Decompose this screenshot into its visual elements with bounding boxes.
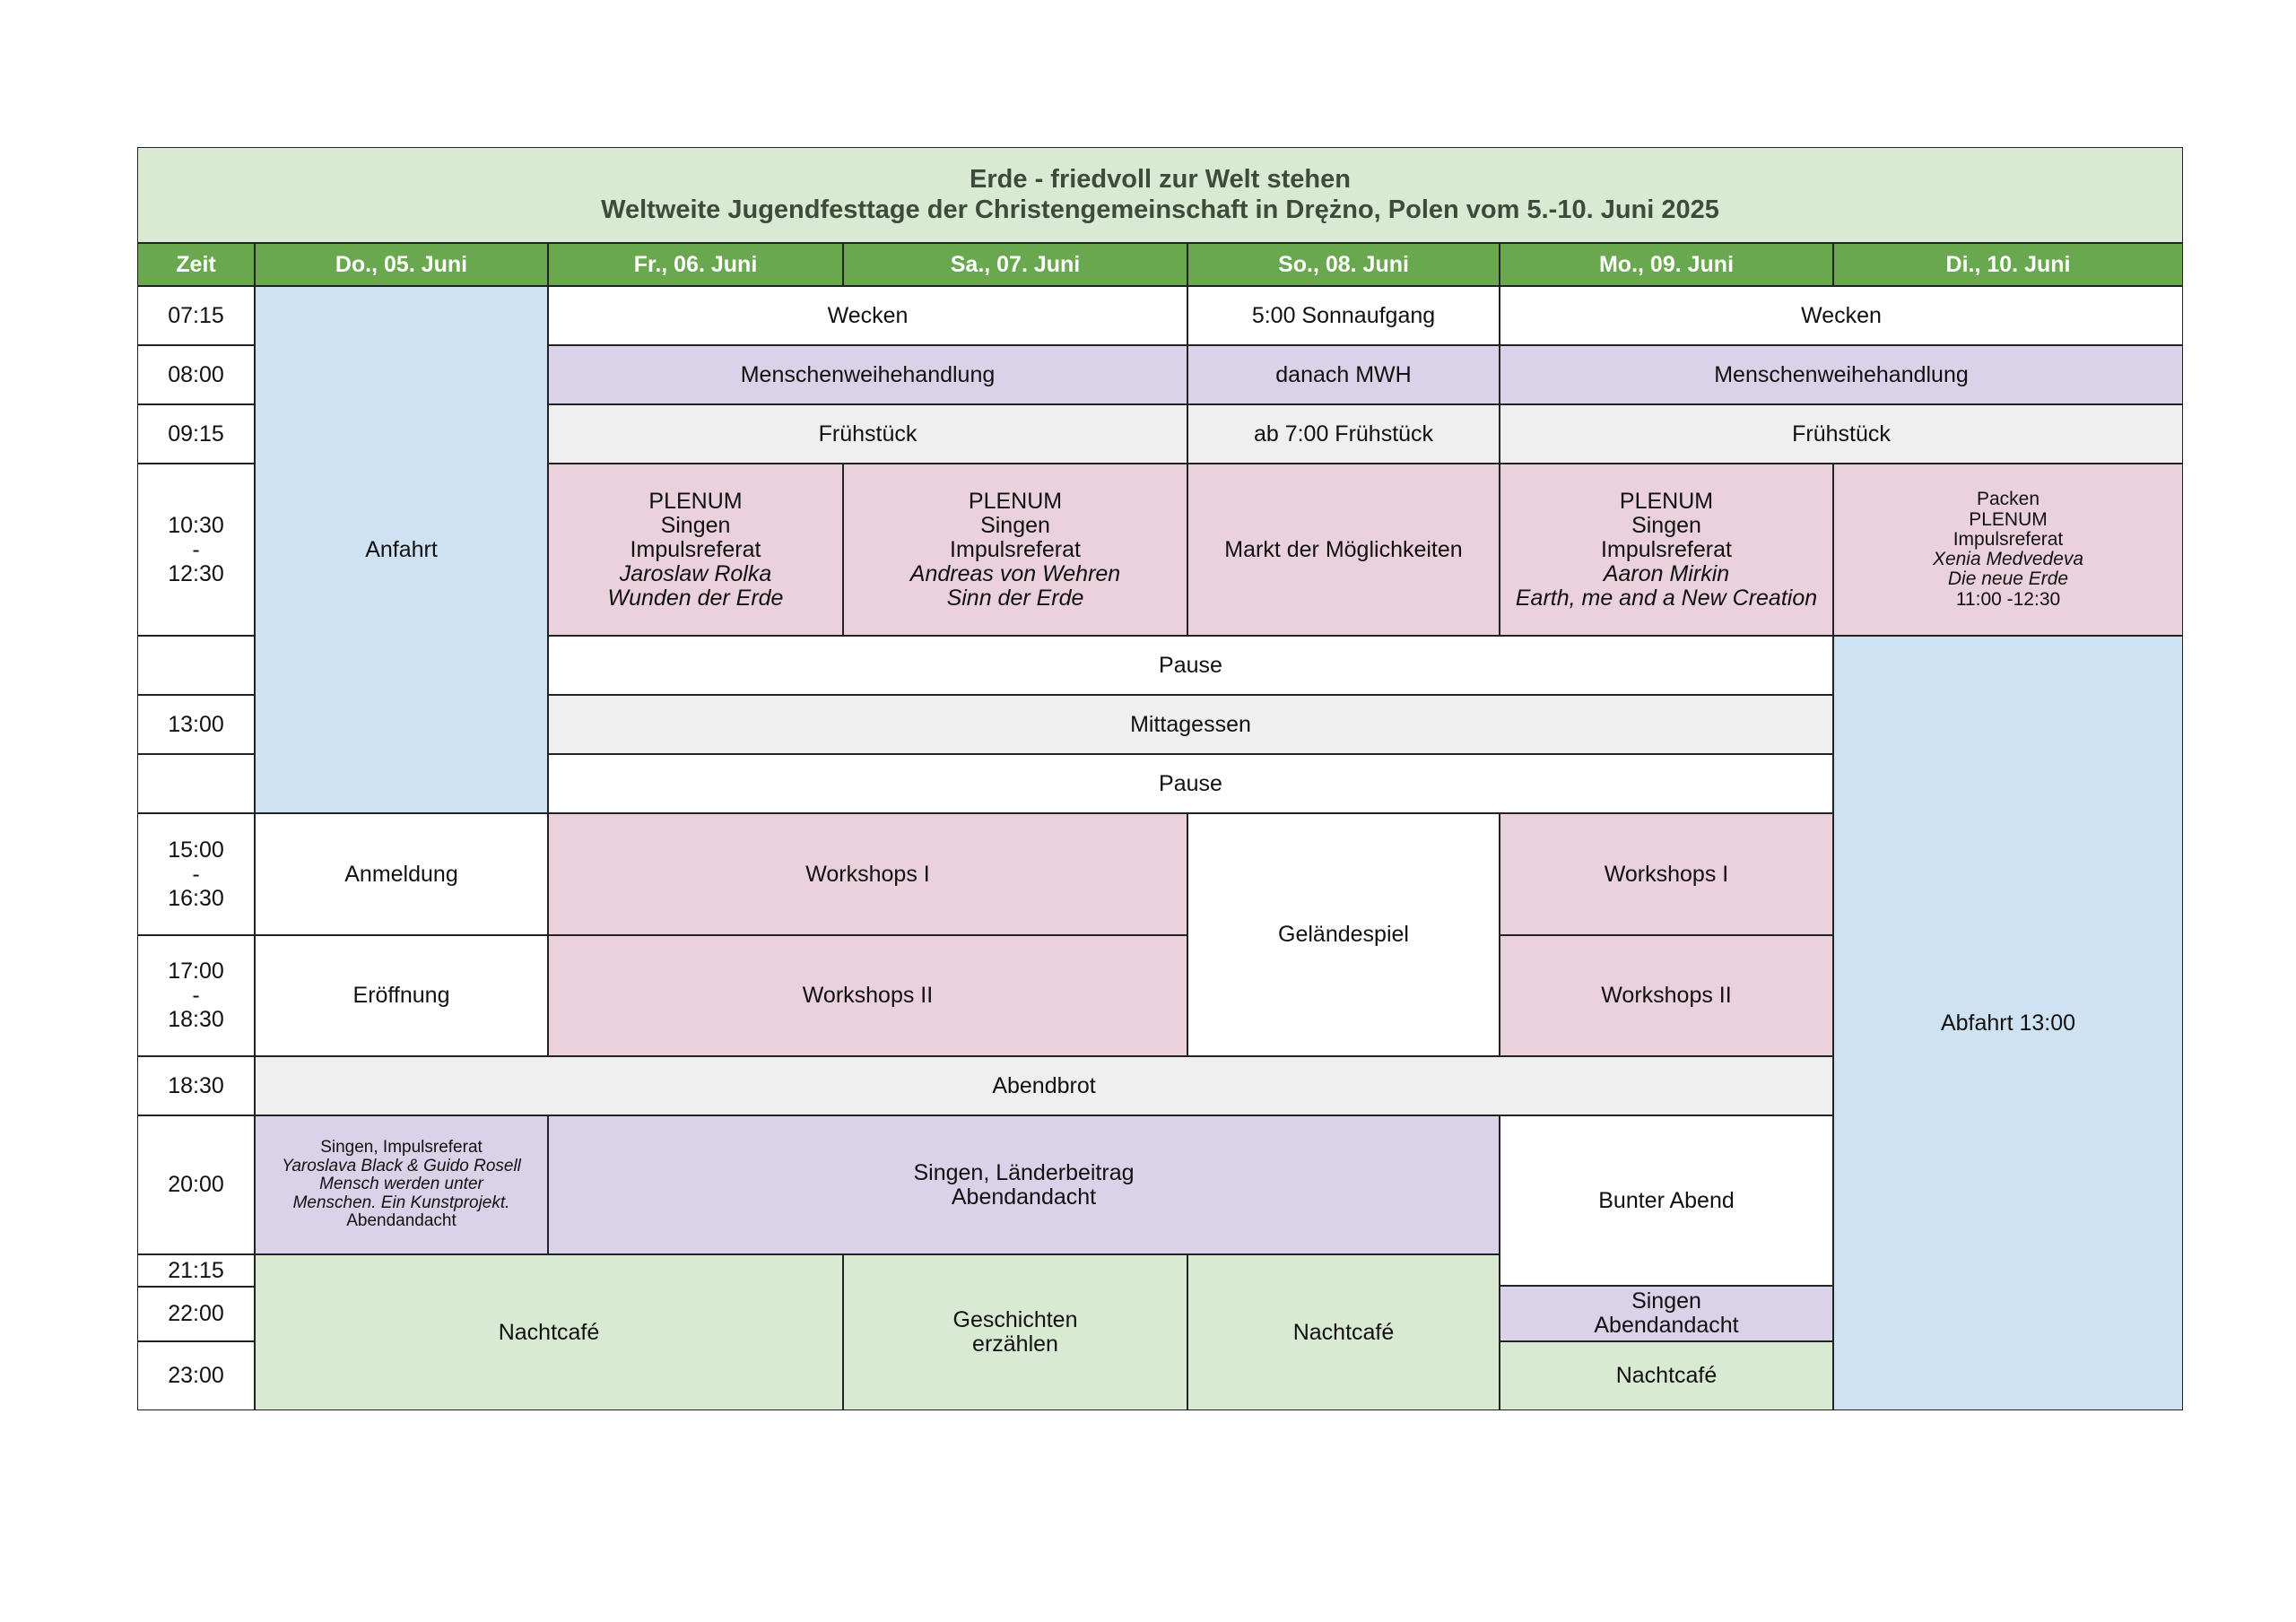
time-label: 12:30 <box>168 560 224 586</box>
event-cell-line: Workshops I <box>1604 861 1729 887</box>
event-cell-line: Abfahrt 13:00 <box>1940 1010 2076 1036</box>
header-day-3: Sa., 07. Juni <box>843 243 1187 286</box>
time-label: - <box>192 861 200 887</box>
time-label: 15:00 <box>168 837 224 863</box>
header-day-1: Do., 05. Juni <box>255 243 548 286</box>
title-line-2: Weltweite Jugendfesttage der Christengemeinschaft in Drężno, Polen vom 5.-10. Juni 2025 <box>601 195 1719 224</box>
event-cell-line: Menschenweihehandlung <box>740 361 996 387</box>
title-line-1: Erde - friedvoll zur Welt stehen <box>970 165 1351 195</box>
event-cell-line: Nachtcafé <box>1615 1363 1718 1388</box>
event-cell <box>255 286 548 813</box>
event-cell <box>1187 345 1500 404</box>
event-cell-line: danach MWH <box>1275 361 1412 387</box>
time-label: 18:30 <box>168 1007 224 1032</box>
event-cell <box>1500 1286 1833 1341</box>
event-cell <box>1500 464 1833 636</box>
event-cell-line: Impulsreferat <box>950 536 1081 562</box>
time-label: 13:00 <box>168 711 224 737</box>
event-cell-line: Markt der Möglichkeiten <box>1224 536 1463 562</box>
event-cell-line: Mensch werden unter <box>319 1175 483 1194</box>
event-cell <box>255 813 548 935</box>
schedule-title <box>137 147 2183 243</box>
event-cell-line: Packen <box>1976 489 2040 510</box>
event-cell-line: Sinn der Erde <box>946 585 1084 611</box>
event-cell-line: Abendandacht <box>346 1211 457 1231</box>
event-cell-line: Nachtcafé <box>498 1319 600 1345</box>
time-label: 20:00 <box>168 1172 224 1197</box>
event-cell <box>1833 636 2183 1410</box>
header-day-4: So., 08. Juni <box>1187 243 1500 286</box>
event-cell <box>1500 286 2183 345</box>
event-cell-line: Singen <box>980 512 1050 538</box>
event-cell-line: Jaroslaw Rolka <box>619 560 772 586</box>
time-cell <box>137 404 255 464</box>
event-cell-line: Wecken <box>1801 302 1882 328</box>
event-cell <box>548 695 1833 754</box>
event-cell-line: Frühstück <box>818 421 918 447</box>
header-time: Zeit <box>137 243 255 286</box>
schedule-table <box>137 147 2183 1410</box>
event-cell-line: Singen <box>660 512 731 538</box>
header-day-2: Fr., 06. Juni <box>548 243 843 286</box>
time-cell <box>137 1056 255 1115</box>
event-cell-line: Earth, me and a New Creation <box>1515 585 1818 611</box>
event-cell-line: Pause <box>1159 770 1222 796</box>
time-cell <box>137 695 255 754</box>
event-cell-line: Die neue Erde <box>1947 568 2069 590</box>
event-cell <box>548 1115 1500 1254</box>
event-cell-line: Anfahrt <box>365 536 438 562</box>
time-label: 09:15 <box>168 421 224 447</box>
event-cell <box>1187 464 1500 636</box>
event-cell <box>1187 813 1500 1056</box>
event-cell <box>548 754 1833 813</box>
event-cell <box>1500 1341 1833 1410</box>
event-cell-line: erzählen <box>972 1331 1058 1357</box>
event-cell-line: Wunden der Erde <box>607 585 784 611</box>
event-cell-line: PLENUM <box>1969 508 2048 530</box>
event-cell-line: PLENUM <box>1619 488 1714 514</box>
time-label: - <box>192 983 200 1008</box>
time-cell <box>137 813 255 935</box>
event-cell-line: Abendbrot <box>992 1072 1096 1098</box>
event-cell-line: Abendandacht <box>1594 1313 1739 1338</box>
event-cell-line: Wecken <box>827 302 909 328</box>
event-cell-line: Impulsreferat <box>1601 536 1732 562</box>
event-cell-line: Xenia Medvedeva <box>1932 549 2084 569</box>
time-cell <box>137 1341 255 1410</box>
event-cell-line: Singen <box>1631 512 1701 538</box>
time-cell <box>137 1115 255 1254</box>
event-cell <box>548 935 1187 1056</box>
time-label: 07:15 <box>168 302 224 328</box>
event-cell-line: 11:00 -12:30 <box>1955 588 2061 610</box>
event-cell-line: Andreas von Wehren <box>909 560 1121 586</box>
event-cell <box>1187 1254 1500 1410</box>
time-label: 22:00 <box>168 1301 224 1326</box>
event-cell-line: Mittagessen <box>1130 711 1251 737</box>
event-cell <box>548 813 1187 935</box>
time-label: 16:30 <box>168 885 224 911</box>
event-cell <box>843 464 1187 636</box>
event-cell <box>1500 935 1833 1056</box>
time-label: 18:30 <box>168 1072 224 1098</box>
event-cell-line: Bunter Abend <box>1598 1187 1735 1213</box>
time-cell <box>137 345 255 404</box>
event-cell-line: Singen, Impulsreferat <box>320 1138 483 1158</box>
time-label: 17:00 <box>168 958 224 984</box>
event-cell <box>548 345 1187 404</box>
event-cell-line: PLENUM <box>648 488 743 514</box>
event-cell <box>548 636 1833 695</box>
event-cell <box>548 404 1187 464</box>
event-cell-line: Yaroslava Black & Guido Rosell <box>282 1156 521 1175</box>
event-cell-line: Impulsreferat <box>630 536 761 562</box>
event-cell-line: Menschenweihehandlung <box>1714 361 1969 387</box>
time-cell <box>137 754 255 813</box>
event-cell-line: Eröffnung <box>352 983 450 1008</box>
event-cell <box>1833 464 2183 636</box>
event-cell-line: Menschen. Ein Kunstprojekt. <box>292 1193 510 1212</box>
event-cell <box>1187 404 1500 464</box>
event-cell <box>548 286 1187 345</box>
event-cell-line: Geschichten <box>952 1307 1078 1332</box>
event-cell <box>255 1056 1833 1115</box>
event-cell <box>255 1254 843 1410</box>
event-cell <box>1500 1115 1833 1286</box>
event-cell-line: Impulsreferat <box>1952 528 2064 550</box>
event-cell-line: PLENUM <box>968 488 1063 514</box>
event-cell-line: Singen <box>1631 1288 1701 1314</box>
time-cell <box>137 935 255 1056</box>
event-cell-line: Workshops II <box>1601 983 1732 1008</box>
event-cell-line: Singen, Länderbeitrag <box>913 1159 1135 1185</box>
event-cell-line: Workshops I <box>805 861 930 887</box>
event-cell-line: Nachtcafé <box>1292 1319 1395 1345</box>
time-label: 21:15 <box>168 1257 224 1283</box>
event-cell-line: 5:00 Sonnaufgang <box>1251 302 1436 328</box>
event-cell <box>1500 404 2183 464</box>
event-cell-line: Aaron Mirkin <box>1603 560 1730 586</box>
event-cell-line: Workshops II <box>802 983 934 1008</box>
event-cell-line: Frühstück <box>1792 421 1891 447</box>
event-cell-line: Abendandacht <box>951 1184 1097 1210</box>
time-cell <box>137 464 255 636</box>
event-cell <box>255 935 548 1056</box>
event-cell-line: ab 7:00 Frühstück <box>1253 421 1434 447</box>
event-cell <box>1500 345 2183 404</box>
event-cell-line: Geländespiel <box>1278 922 1409 947</box>
event-cell <box>1187 286 1500 345</box>
event-cell <box>1500 813 1833 935</box>
event-cell <box>843 1254 1187 1410</box>
time-label: 23:00 <box>168 1363 224 1388</box>
time-label: - <box>192 536 200 562</box>
header-day-5: Mo., 09. Juni <box>1500 243 1833 286</box>
header-day-6: Di., 10. Juni <box>1833 243 2183 286</box>
event-cell-line: Anmeldung <box>344 861 458 887</box>
time-cell <box>137 636 255 695</box>
time-label: 10:30 <box>168 512 224 538</box>
time-cell <box>137 1254 255 1287</box>
event-cell-line: Pause <box>1159 652 1222 678</box>
time-cell <box>137 286 255 345</box>
time-cell <box>137 1287 255 1341</box>
event-cell <box>255 1115 548 1254</box>
time-label: 08:00 <box>168 361 224 387</box>
event-cell <box>548 464 843 636</box>
